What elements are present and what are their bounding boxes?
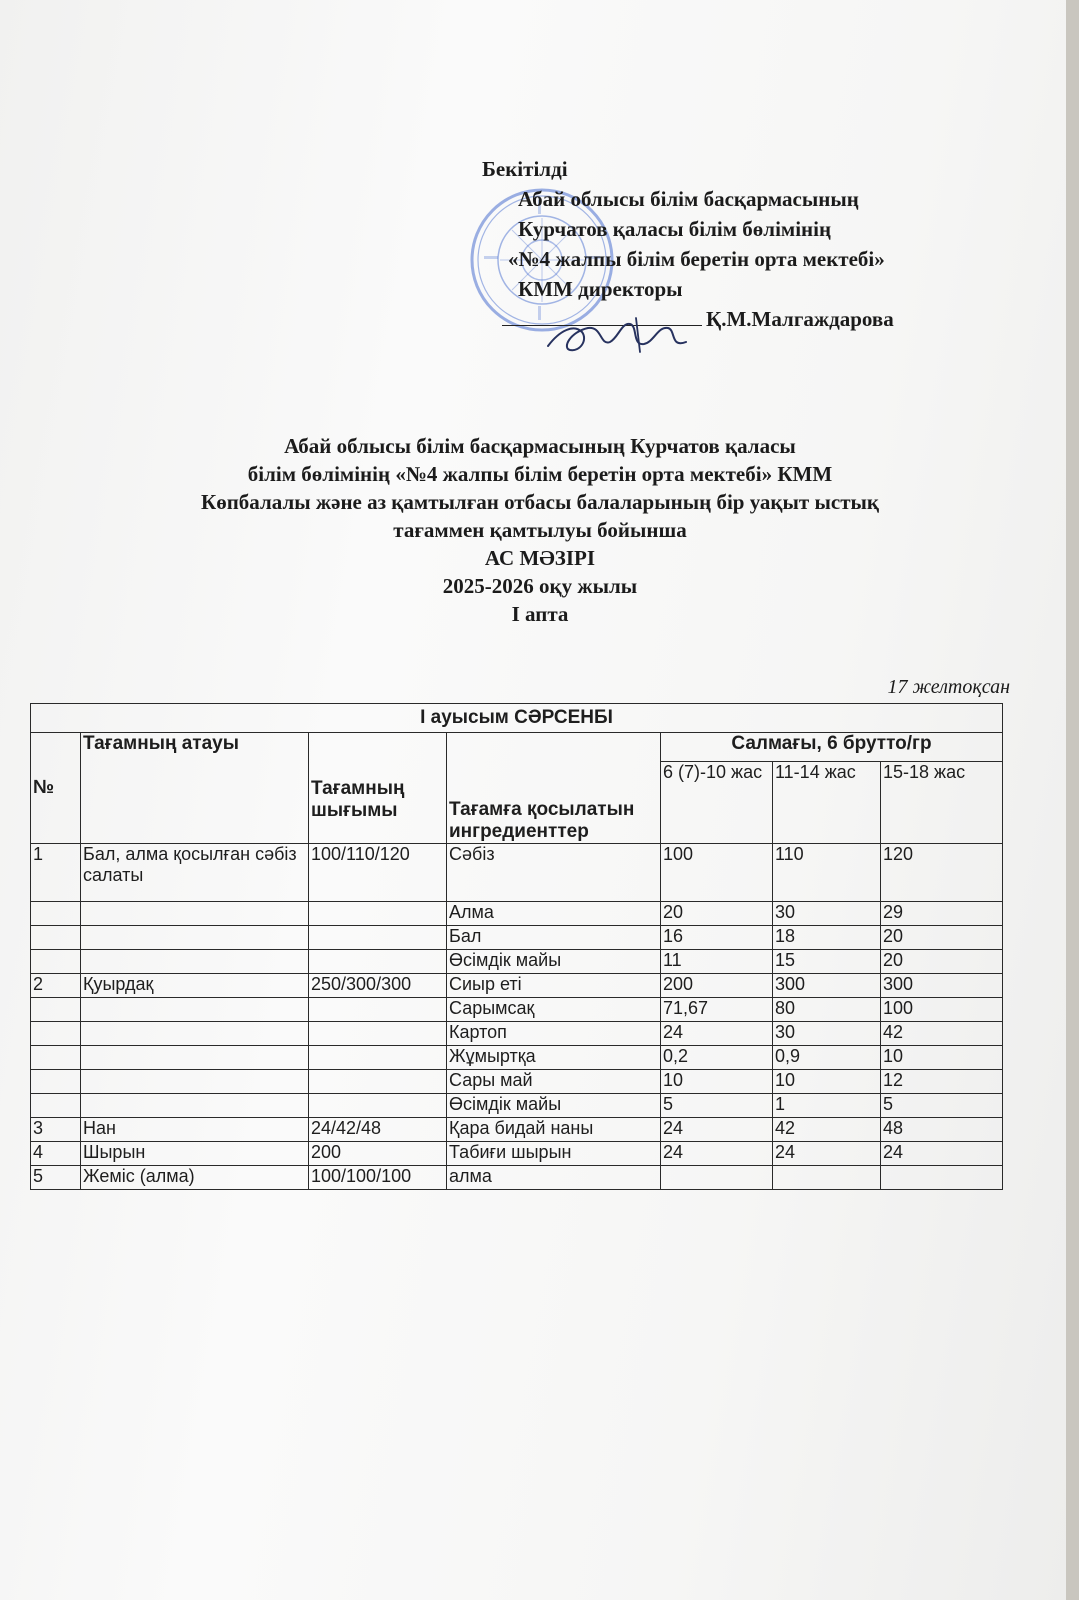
approval-block: [482, 154, 1002, 334]
dish-output: 24/42/48: [309, 1118, 447, 1142]
weight-age-6-10: 16: [661, 926, 773, 950]
weight-age-15-18: 29: [881, 902, 1003, 926]
col-header-num: №: [31, 733, 81, 844]
ingredient-name: Сәбіз: [447, 844, 661, 902]
approval-line: Курчатов қаласы білім бөлімінің: [518, 217, 832, 241]
weight-age-15-18: 300: [881, 974, 1003, 998]
weight-age-15-18: 48: [881, 1118, 1003, 1142]
shift-title: I ауысым СӘРСЕНБІ: [31, 704, 1003, 733]
dish-output: 200: [309, 1142, 447, 1166]
table-row: [31, 1046, 1003, 1070]
approval-title: Бекітілді: [482, 157, 568, 181]
dish-output: [309, 1022, 447, 1046]
table-row: [31, 902, 1003, 926]
ingredient-name: Табиғи шырын: [447, 1142, 661, 1166]
weight-age-15-18: 24: [881, 1142, 1003, 1166]
table-row: [31, 950, 1003, 974]
ingredient-name: Картоп: [447, 1022, 661, 1046]
ingredient-name: алма: [447, 1166, 661, 1190]
weight-age-6-10: 24: [661, 1142, 773, 1166]
table-row: [31, 1118, 1003, 1142]
weight-age-11-14: 10: [773, 1070, 881, 1094]
director-signature-icon: [540, 312, 710, 360]
approval-line: КММ директоры: [518, 277, 683, 301]
weight-age-6-10: 24: [661, 1022, 773, 1046]
ingredient-name: Өсімдік майы: [447, 950, 661, 974]
table-row: [31, 1070, 1003, 1094]
weight-age-11-14: [773, 1166, 881, 1190]
menu-date: 17 желтоқсан: [887, 676, 1010, 698]
dish-name: [81, 1022, 309, 1046]
ingredient-name: Қара бидай наны: [447, 1118, 661, 1142]
weight-age-6-10: 5: [661, 1094, 773, 1118]
dish-name: Бал, алма қосылған сәбіз салаты: [81, 844, 309, 902]
weight-age-11-14: 30: [773, 902, 881, 926]
weight-age-11-14: 0,9: [773, 1046, 881, 1070]
weight-age-15-18: [881, 1166, 1003, 1190]
dish-name: [81, 1094, 309, 1118]
weight-age-11-14: 42: [773, 1118, 881, 1142]
menu-title: АС МӘЗІРІ: [484, 546, 596, 570]
row-number: [31, 1094, 81, 1118]
weight-age-11-14: 18: [773, 926, 881, 950]
weight-age-6-10: 200: [661, 974, 773, 998]
approval-line: Абай облысы білім басқармасының: [518, 187, 859, 211]
weight-age-6-10: 100: [661, 844, 773, 902]
weight-age-6-10: 71,67: [661, 998, 773, 1022]
weight-age-6-10: [661, 1166, 773, 1190]
row-number: 5: [31, 1166, 81, 1190]
dish-output: [309, 998, 447, 1022]
heading-line: тағаммен қамтылуы бойынша: [393, 518, 687, 542]
weight-age-6-10: 24: [661, 1118, 773, 1142]
heading-line: білім бөлімінің «№4 жалпы білім беретін орта мектебі» КММ: [247, 462, 833, 486]
director-name: Қ.М.Малгаждарова: [706, 307, 894, 331]
dish-name: [81, 950, 309, 974]
dish-name: [81, 1070, 309, 1094]
dish-name: Қуырдақ: [81, 974, 309, 998]
weight-age-6-10: 20: [661, 902, 773, 926]
weight-age-11-14: 15: [773, 950, 881, 974]
row-number: [31, 902, 81, 926]
menu-table: [30, 703, 1003, 1190]
table-row: [31, 974, 1003, 998]
dish-output: [309, 902, 447, 926]
weight-age-15-18: 42: [881, 1022, 1003, 1046]
weight-age-15-18: 100: [881, 998, 1003, 1022]
dish-name: [81, 1046, 309, 1070]
weight-age-11-14: 1: [773, 1094, 881, 1118]
dish-output: 250/300/300: [309, 974, 447, 998]
dish-name: [81, 902, 309, 926]
dish-output: [309, 1046, 447, 1070]
week-label: I апта: [511, 602, 569, 626]
weight-age-11-14: 80: [773, 998, 881, 1022]
dish-name: Шырын: [81, 1142, 309, 1166]
weight-age-6-10: 0,2: [661, 1046, 773, 1070]
ingredient-name: Сарымсақ: [447, 998, 661, 1022]
ingredient-name: Алма: [447, 902, 661, 926]
col-header-age-11-14: 11-14 жас: [773, 762, 881, 844]
table-row: [31, 1166, 1003, 1190]
dish-name: [81, 998, 309, 1022]
dish-name: Нан: [81, 1118, 309, 1142]
row-number: [31, 1022, 81, 1046]
dish-output: [309, 926, 447, 950]
ingredient-name: Жұмыртқа: [447, 1046, 661, 1070]
dish-name: [81, 926, 309, 950]
dish-output: [309, 1094, 447, 1118]
row-number: [31, 998, 81, 1022]
dish-output: 100/110/120: [309, 844, 447, 902]
dish-output: [309, 1070, 447, 1094]
ingredient-name: Өсімдік майы: [447, 1094, 661, 1118]
weight-age-11-14: 300: [773, 974, 881, 998]
table-row: [31, 998, 1003, 1022]
row-number: [31, 1046, 81, 1070]
ingredient-name: Бал: [447, 926, 661, 950]
col-header-dish: Тағамның атауы: [81, 733, 309, 844]
approval-line: «№4 жалпы білім беретін орта мектебі»: [508, 247, 885, 271]
document-heading: [40, 432, 1040, 628]
table-row: [31, 844, 1003, 902]
table-row: [31, 1094, 1003, 1118]
weight-age-15-18: 120: [881, 844, 1003, 902]
col-header-age-15-18: 15-18 жас: [881, 762, 1003, 844]
weight-age-11-14: 30: [773, 1022, 881, 1046]
row-number: 1: [31, 844, 81, 902]
col-header-output: Тағамның шығымы: [309, 733, 447, 844]
row-number: [31, 926, 81, 950]
school-year: 2025-2026 оқу жылы: [442, 574, 638, 598]
weight-age-6-10: 11: [661, 950, 773, 974]
ingredient-name: Сары май: [447, 1070, 661, 1094]
menu-table-body: [31, 844, 1003, 1190]
heading-line: Көпбалалы және аз қамтылған отбасы балаларының бір уақыт ыстық: [200, 490, 880, 514]
table-row: [31, 926, 1003, 950]
weight-age-15-18: 10: [881, 1046, 1003, 1070]
col-header-age-6-10: 6 (7)-10 жас: [661, 762, 773, 844]
weight-age-15-18: 5: [881, 1094, 1003, 1118]
row-number: 3: [31, 1118, 81, 1142]
col-header-weight: Салмағы, 6 брутто/гр: [661, 733, 1003, 762]
weight-age-6-10: 10: [661, 1070, 773, 1094]
table-row: [31, 1142, 1003, 1166]
weight-age-11-14: 110: [773, 844, 881, 902]
heading-line: Абай облысы білім басқармасының Курчатов қаласы: [284, 434, 796, 458]
weight-age-15-18: 20: [881, 950, 1003, 974]
row-number: 2: [31, 974, 81, 998]
row-number: [31, 1070, 81, 1094]
weight-age-15-18: 12: [881, 1070, 1003, 1094]
table-row: [31, 1022, 1003, 1046]
weight-age-15-18: 20: [881, 926, 1003, 950]
row-number: [31, 950, 81, 974]
weight-age-11-14: 24: [773, 1142, 881, 1166]
col-header-ingredients: Тағамға қосылатын ингредиенттер: [447, 733, 661, 844]
dish-name: Жеміс (алма): [81, 1166, 309, 1190]
dish-output: 100/100/100: [309, 1166, 447, 1190]
row-number: 4: [31, 1142, 81, 1166]
dish-output: [309, 950, 447, 974]
ingredient-name: Сиыр еті: [447, 974, 661, 998]
